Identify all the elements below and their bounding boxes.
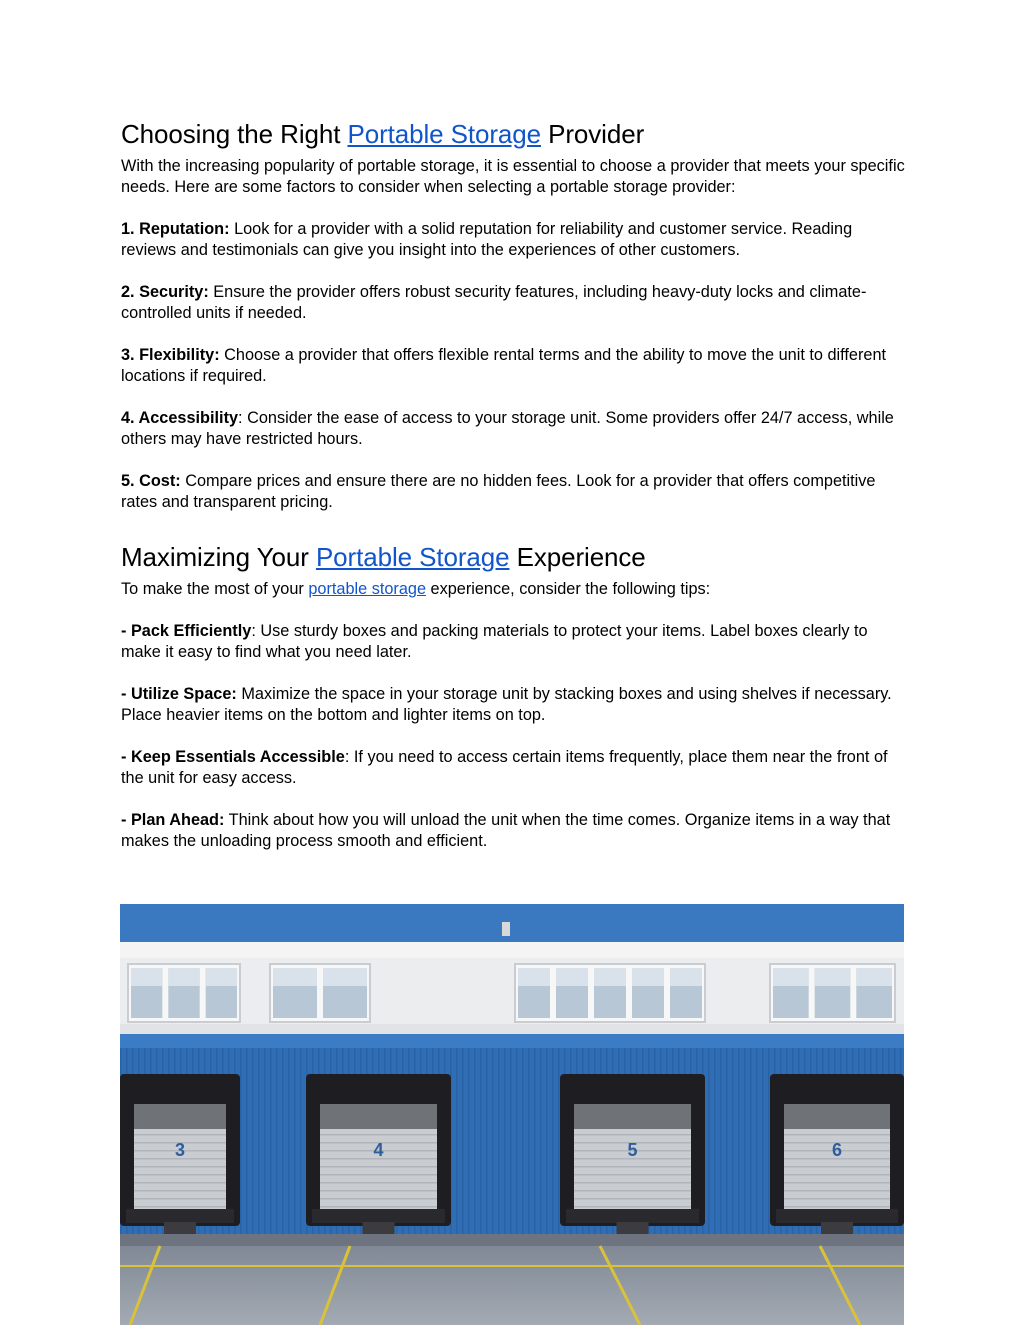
factor-cost bbox=[121, 471, 906, 513]
section2-intro bbox=[121, 579, 906, 600]
tip-utilize-space bbox=[121, 684, 906, 726]
intro-text: To make the most of your bbox=[121, 580, 309, 598]
roof-fascia bbox=[120, 904, 904, 942]
factor-label: 4. Accessibility bbox=[121, 409, 239, 427]
factor-label: 2. Security: bbox=[121, 283, 209, 301]
dock-door-6 bbox=[770, 1074, 904, 1234]
tip-pack-efficiently bbox=[121, 621, 906, 663]
dock-door-5 bbox=[560, 1074, 705, 1234]
tip-text: Think about how you will unload the unit when the time comes. Organize items in a way that makes the unloading process smooth and efficient. bbox=[121, 811, 891, 850]
factor-flexibility bbox=[121, 345, 906, 387]
factor-label: 5. Cost: bbox=[121, 472, 181, 490]
heading-text: Provider bbox=[541, 119, 645, 149]
tip-plan-ahead bbox=[121, 810, 906, 852]
section1-intro: With the increasing popularity of portable storage, it is essential to choose a provider that meets your specific needs. Here are some factors to consider when selecting a portable storage provider: bbox=[121, 157, 905, 196]
tip-label: - Utilize Space: bbox=[121, 685, 237, 703]
dock-number-label: 6 bbox=[831, 1140, 843, 1160]
factor-text: Ensure the provider offers robust security features, including heavy-duty locks and climate-controlled units if needed. bbox=[121, 283, 867, 322]
factor-security bbox=[121, 282, 906, 324]
heading-text: Maximizing Your bbox=[121, 542, 316, 572]
dock-number-label: 3 bbox=[174, 1140, 186, 1160]
factor-text: Look for a provider with a solid reputation for reliability and customer service. Reading reviews and testimonials can give you insight into the experiences of other customers. bbox=[121, 220, 853, 259]
tip-label: - Plan Ahead: bbox=[121, 811, 225, 829]
heading-text: Choosing the Right bbox=[121, 119, 348, 149]
intro-text: experience, consider the following tips: bbox=[426, 580, 711, 598]
tip-label: - Pack Efficiently bbox=[121, 622, 252, 640]
section-heading-maximizing bbox=[121, 541, 906, 573]
wall-lamp bbox=[502, 922, 510, 936]
factor-text: Compare prices and ensure there are no hidden fees. Look for a provider that offers competitive rates and transparent pricing. bbox=[121, 472, 876, 511]
heading-text: Experience bbox=[509, 542, 646, 572]
warehouse-loading-dock-photo bbox=[120, 904, 904, 1325]
portable-storage-link[interactable]: Portable Storage bbox=[315, 542, 510, 572]
factor-text: Choose a provider that offers flexible rental terms and the ability to move the unit to different locations if required. bbox=[121, 346, 887, 385]
tip-label: - Keep Essentials Accessible bbox=[121, 748, 345, 766]
warehouse-illustration bbox=[120, 904, 904, 1325]
portable-storage-link[interactable]: Portable Storage bbox=[347, 119, 541, 149]
tip-text: : If you need to access certain items frequently, place them near the front of the unit for easy access. bbox=[121, 748, 888, 787]
dock-door-3 bbox=[120, 1074, 240, 1234]
factor-reputation bbox=[121, 219, 906, 261]
dock-number-label: 4 bbox=[373, 1140, 384, 1160]
dock-number-label: 5 bbox=[627, 1140, 638, 1160]
tip-keep-essentials bbox=[121, 747, 906, 789]
factor-label: 1. Reputation: bbox=[121, 220, 230, 238]
document-body bbox=[121, 118, 906, 873]
dock-door-4 bbox=[306, 1074, 451, 1234]
tip-text: : Use sturdy boxes and packing materials to protect your items. Label boxes clearly to make it easy to find what you need later. bbox=[121, 622, 868, 661]
section-heading-choosing bbox=[121, 118, 906, 150]
portable-storage-inline-link[interactable]: portable storage bbox=[308, 580, 426, 598]
factor-label: 3. Flexibility: bbox=[121, 346, 220, 364]
tip-text: Maximize the space in your storage unit by stacking boxes and using shelves if necessary. Place heavier items on the bottom and lighter items on top. bbox=[121, 685, 892, 724]
factor-accessibility bbox=[121, 408, 906, 450]
parking-ground bbox=[120, 1244, 904, 1325]
factor-text: : Consider the ease of access to your storage unit. Some providers offer 24/7 access, while others may have restricted hours. bbox=[121, 409, 894, 448]
